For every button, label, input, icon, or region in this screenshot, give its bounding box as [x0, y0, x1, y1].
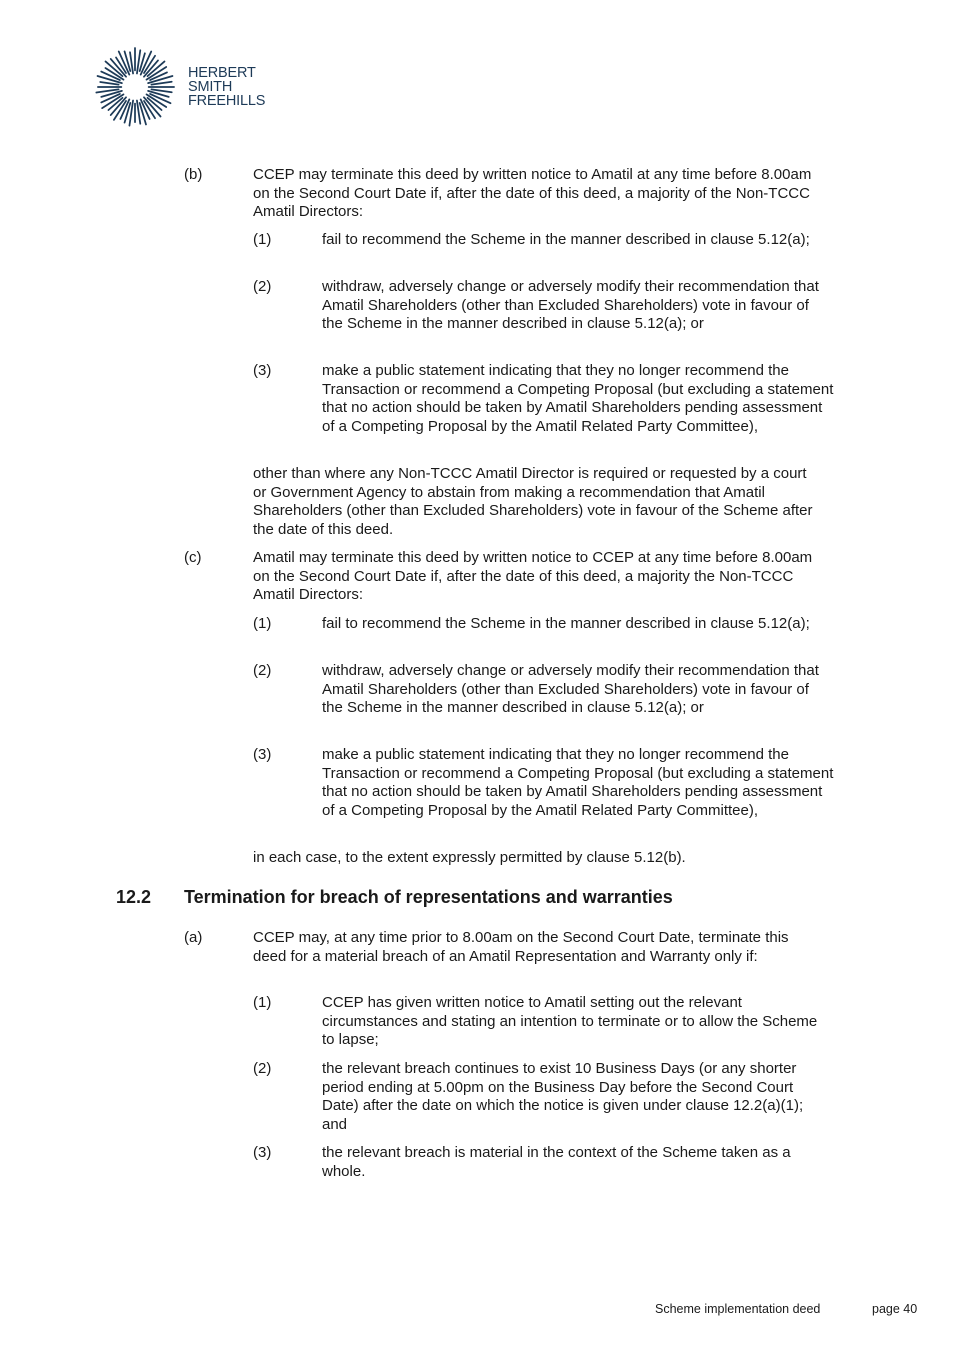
- clause-a-1-text: CCEP has given written notice to Amatil setting out the relevant circumstances and stating an intention to terminate or to allow the Scheme to lapse;: [322, 994, 818, 1048]
- clause-a-2-label: (2): [253, 1060, 272, 1077]
- clause-c-3-text: make a public statement indicating that they no longer recommend the Transaction or recommend a Competing Proposal (but excluding a statement that no action should be taken by Amatil Shareholders pending assessment of a Competing Proposal by the Amatil Related Party Committee),: [322, 746, 834, 819]
- clause-b-text: CCEP may terminate this deed by written notice to Amatil at any time before 8.00am on the Second Court Date if, after the date of this deed, a majority of the Non-TCCC Amatil Directors:: [253, 166, 812, 220]
- clause-a-1-label: (1): [253, 994, 272, 1011]
- clause-c-2-text: withdraw, adversely change or adversely modify their recommendation that Amatil Shareholders (other than Excluded Shareholders) vote in favour of the Scheme in the manner described in clause 5.12(a); or: [322, 662, 819, 716]
- section-number: 12.2: [116, 887, 152, 907]
- clause-b-3-text: make a public statement indicating that they no longer recommend the Transaction or recommend a Competing Proposal (but excluding a statement that no action should be taken by Amatil Shareholders pending assessment of a Competing Proposal by the Amatil Related Party Committee),: [322, 362, 834, 435]
- clause-a-3-label: (3): [253, 1144, 272, 1161]
- clause-c-1-text: fail to recommend the Scheme in the manner described in clause 5.12(a);: [322, 615, 810, 632]
- clause-b-3-label: (3): [253, 362, 272, 379]
- section-title: Termination for breach of representations and warranties: [184, 887, 673, 907]
- clause-c-closing: in each case, to the extent expressly permitted by clause 5.12(b).: [253, 849, 686, 866]
- clause-b-2-label: (2): [253, 278, 272, 295]
- logo-ray: [100, 82, 118, 85]
- logo-line-1: HERBERT: [188, 65, 256, 81]
- clause-a-3-text: the relevant breach is material in the context of the Scheme taken as a whole.: [322, 1144, 791, 1180]
- logo-line-2: SMITH: [188, 79, 233, 95]
- clause-b-2-text: withdraw, adversely change or adversely modify their recommendation that Amatil Shareholders (other than Excluded Shareholders) vote in favour of the Scheme in the manner described in clause 5.12(a); or: [322, 278, 819, 332]
- footer-page-number: page 40: [872, 1302, 918, 1316]
- clause-c-1-label: (1): [253, 615, 272, 632]
- logo-line-3: FREEHILLS: [188, 93, 266, 109]
- clause-b-label: (b): [184, 166, 203, 183]
- clause-c-2-label: (2): [253, 662, 272, 679]
- firm-logo: [94, 46, 265, 128]
- starburst-logo-icon: [94, 46, 176, 128]
- clause-c-3-label: (3): [253, 746, 272, 763]
- clause-c-label: (c): [184, 549, 202, 566]
- clause-a-text: CCEP may, at any time prior to 8.00am on the Second Court Date, terminate this deed for a material breach of an Amatil Representation and Warranty only if:: [253, 929, 789, 965]
- clause-a-label: (a): [184, 929, 203, 946]
- clause-c-text: Amatil may terminate this deed by written notice to CCEP at any time before 8.00am on the Second Court Date if, after the date of this deed, a majority the Non-TCCC Amatil Directors:: [253, 549, 813, 603]
- clause-b-1-text: fail to recommend the Scheme in the manner described in clause 5.12(a);: [322, 231, 810, 248]
- clause-b-1-label: (1): [253, 231, 272, 248]
- footer-doc-title: Scheme implementation deed: [655, 1302, 821, 1316]
- clause-a-2-text: the relevant breach continues to exist 10 Business Days (or any shorter period ending at 5.00pm on the Business Day before the Second Court Date) after the date on which the notice is given under clause 12.2(a)(1); and: [322, 1060, 804, 1133]
- clause-b-closing: other than where any Non-TCCC Amatil Director is required or requested by a court or Government Agency to abstain from making a recommendation that Amatil Shareholders (other than Excluded Shareholders) vote in favour of the Scheme after the date of this deed.: [253, 465, 813, 538]
- logo-wordmark: [188, 66, 265, 108]
